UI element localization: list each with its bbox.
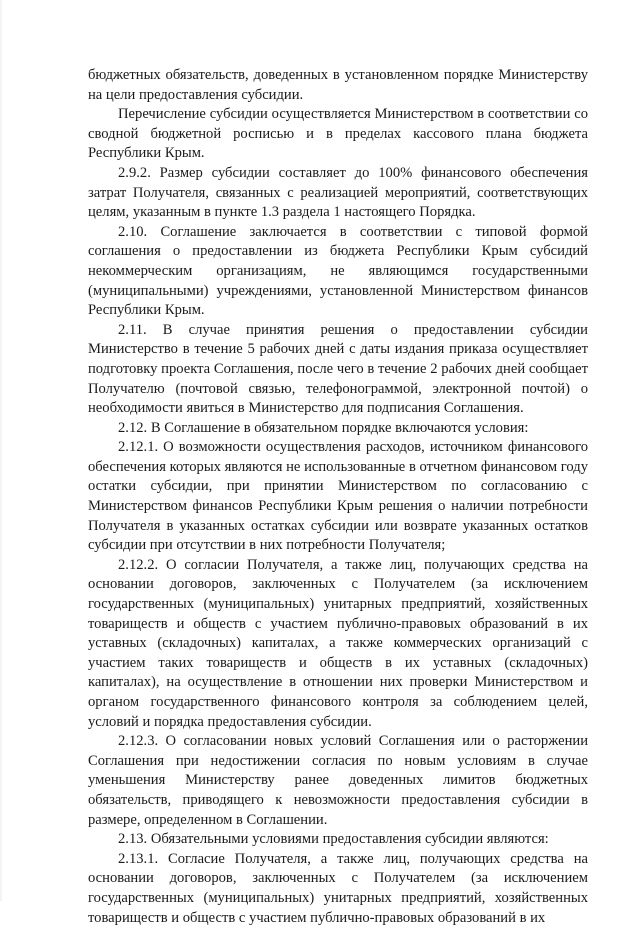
paragraph-2-12-2: 2.12.2. О согласии Получателя, а также лиц, получающих средства на основании договоров, заключенных с Получателем (за исключением государственных (муниципальных) унитарных предприятий, хозяйственных товариществ и обществ с участием публично-правовых образований в их уставных (складочных) капиталах, а также коммерческих организаций с участием таких товариществ и обществ в их уставных (складочных) капиталах), на осуществление в отношении них проверки Министерством и органом государственного финансового контроля за соблюдением целей, условий и порядка предоставления субсидии. <box>88 556 588 730</box>
document-page <box>88 66 588 928</box>
paragraph-2-13-1: 2.13.1. Согласие Получателя, а также лиц, получающих средства на основании договоров, заключенных с Получателем (за исключением государственных (муниципальных) унитарных предприятий, хозяйственных товариществ и обществ с участием публично-правовых образований в их <box>88 850 588 926</box>
paragraph-2-10: 2.10. Соглашение заключается в соответствии с типовой формой соглашения о предоставлении из бюджета Республики Крым субсидий некоммерческим организациям, не являющимся государственными (муниципальными) учреждениями, установленной Министерством финансов Республики Крым. <box>88 223 588 319</box>
paragraph-2-11: 2.11. В случае принятия решения о предоставлении субсидии Министерство в течение 5 рабочих дней с даты издания приказа осуществляет подготовку проекта Соглашения, после чего в течение 2 рабочих дней сообщает Получателю (почтовой связью, телефонограммой, электронной почтой) о необходимости явиться в Министерство для подписания Соглашения. <box>88 321 588 417</box>
paragraph-2-13: 2.13. Обязательными условиями предоставления субсидии являются: <box>118 831 549 848</box>
paragraph-2-9-2: 2.9.2. Размер субсидии составляет до 100% финансового обеспечения затрат Получателя, связанных с реализацией мероприятий, соответствующих целям, указанным в пункте 1.3 раздела 1 настоящего Порядка. <box>88 164 588 221</box>
paragraph-2-12-1: 2.12.1. О возможности осуществления расходов, источником финансового обеспечения которых являются не использованные в отчетном финансовом году остатки субсидии, при принятии Министерством по согласованию с Министерством финансов Республики Крым решения о наличии потребности Получателя в указанных остатках субсидии или возврате указанных остатков субсидии при отсутствии в них потребности Получателя; <box>88 439 588 554</box>
scan-edge <box>0 0 2 901</box>
paragraph-transfer: Перечисление субсидии осуществляется Министерством в соответствии со сводной бюджетной росписью и в пределах кассового плана бюджета Республики Крым. <box>88 106 588 162</box>
paragraph-2-12: 2.12. В Соглашение в обязательном порядке включаются условия: <box>118 419 529 436</box>
paragraph-2-12-3: 2.12.3. О согласовании новых условий Соглашения или о расторжении Соглашения при недостижении согласия по новым условиям в случае уменьшения Министерству ранее доведенных лимитов бюджетных обязательств, приводящего к невозможности предоставления субсидии в размере, определенном в Соглашении. <box>88 733 588 828</box>
paragraph-continuation: бюджетных обязательств, доведенных в установленном порядке Министерству на цели предоставления субсидии. <box>88 67 588 103</box>
